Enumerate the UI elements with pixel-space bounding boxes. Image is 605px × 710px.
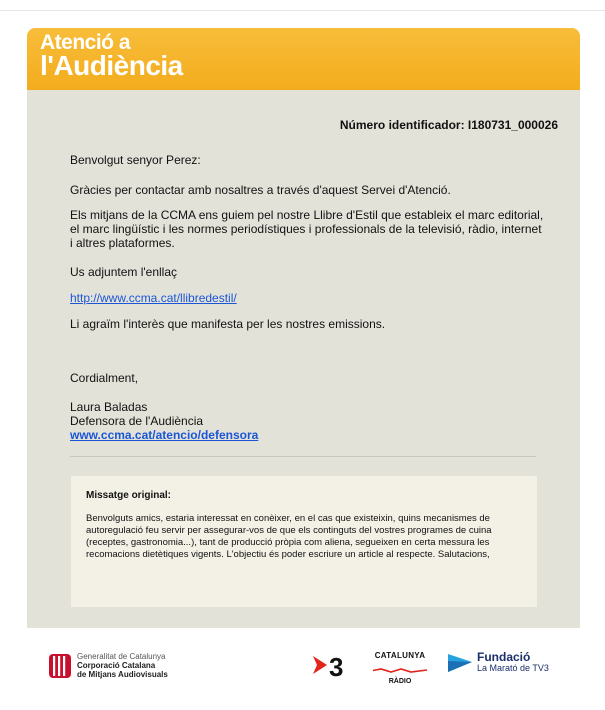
fundacio-logo: [448, 652, 549, 674]
mitjans-line: de Mitjans Audiovisuals: [77, 670, 168, 679]
thanks-text: Gràcies per contactar amb nosaltres a través d'aquest Servei d'Atenció.: [70, 183, 451, 197]
generalitat-line: Generalitat de Catalunya: [77, 652, 166, 661]
brand-logo: [40, 33, 183, 79]
top-separator: [0, 10, 605, 11]
radio-text: RÀDIO: [388, 678, 412, 685]
signature-link[interactable]: www.ccma.cat/atencio/defensora: [70, 428, 259, 442]
fundacio-text: Fundació: [477, 650, 531, 664]
style-guide-link[interactable]: http://www.ccma.cat/llibredestil/: [70, 291, 237, 305]
tv3-arrow-icon: [313, 656, 327, 674]
signature: [70, 400, 258, 442]
original-message-body: Benvolguts amics, estaria interessat en conèixer, en el cas que existeixin, quins mecanismes de autoregulació feu servir per assegurar-vos de que els continguts del vostres programes de cuina (receptes, gastronomia...), tant de producció pròpia com aliena, segueixen en certa messura les recomacions dietètiques vigents. L'objectiu és poder escriure un article al respecte. Salutacions,: [86, 513, 492, 560]
divider: [70, 456, 536, 457]
brand-line-2: l'Audiència: [40, 50, 183, 81]
signature-name: Laura Baladas: [70, 400, 148, 414]
email-header: [27, 28, 580, 90]
original-message-title: Missatge original:: [86, 490, 172, 501]
closing-thanks: Li agraïm l'interès que manifesta per les nostres emissions.: [70, 317, 386, 331]
identifier-number: Número identificador: I180731_000026: [339, 118, 558, 132]
corporacio-line: Corporació Catalana: [77, 661, 156, 670]
footer-logos: [27, 628, 580, 710]
tv3-number: 3: [329, 652, 344, 680]
marato-icon: [448, 652, 472, 674]
email-card: [27, 28, 580, 628]
attach-text: Us adjuntem l'enllaç: [70, 265, 178, 279]
generalitat-logo: [49, 652, 168, 679]
brand-line-1: Atenció a: [40, 31, 131, 54]
marato-text: La Marató de TV3: [477, 663, 549, 673]
style-guide-paragraph: Els mitjans de la CCMA ens guiem pel nostre Llibre d'Estil que estableix el marc editorial, el marc lingüístic i les normes periodístiques i professionals de la televisió, ràdio, internet i altres plataformes.: [70, 208, 544, 250]
greeting: Benvolgut senyor Perez:: [70, 153, 201, 167]
signature-role: Defensora de l'Audiència: [70, 414, 204, 428]
catalunya-text: CATALUNYA: [374, 651, 426, 660]
radio-wave-icon: [371, 668, 429, 673]
senyera-icon: [49, 654, 71, 678]
tv3-logo: [313, 652, 353, 685]
original-message-box: [71, 476, 537, 607]
valediction: Cordialment,: [70, 371, 139, 385]
catalunya-radio-logo: [371, 651, 429, 686]
